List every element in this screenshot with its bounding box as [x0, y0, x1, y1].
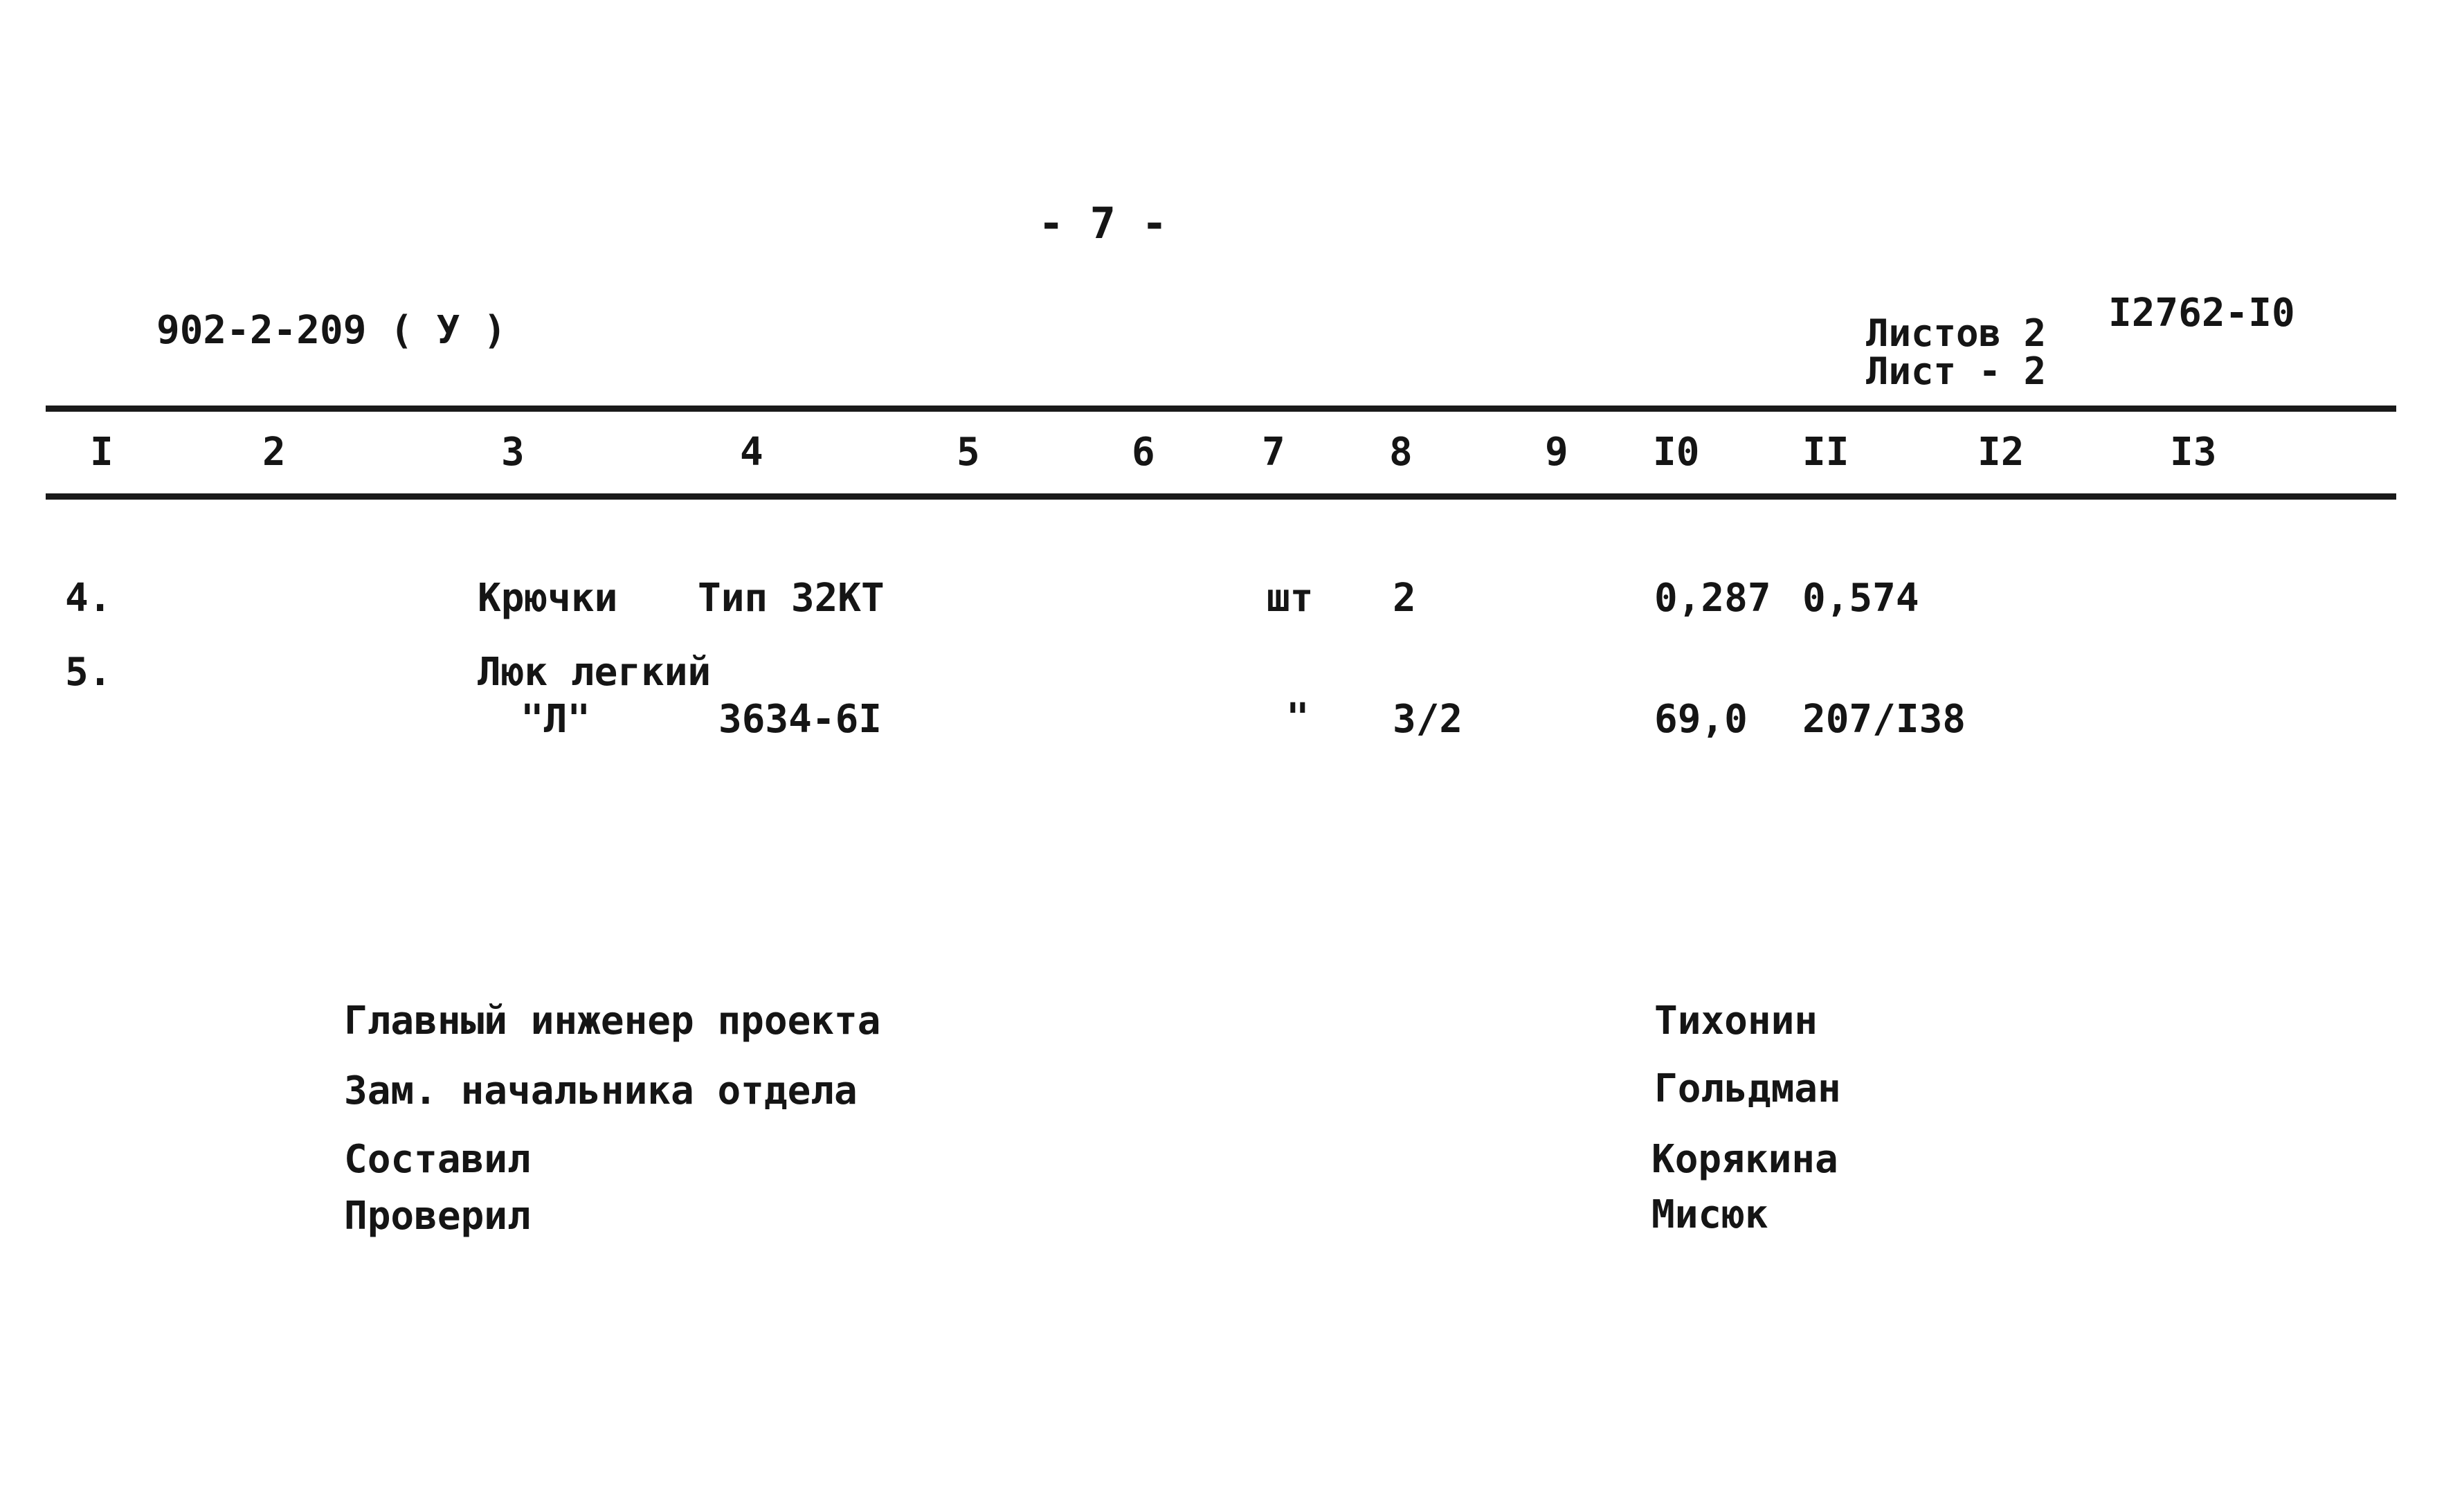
document-code: 902-2-209 ( У ): [156, 308, 507, 353]
item-name: Люк легкий: [478, 650, 712, 695]
item-total-mass: 0,574: [1802, 576, 1919, 621]
signature-role: Проверил: [344, 1194, 531, 1239]
column-header: 2: [262, 430, 286, 475]
column-header: 3: [501, 430, 525, 475]
item-type: Тип 32КТ: [698, 576, 885, 621]
document-reference: I2762-I0: [2108, 291, 2295, 336]
signature-name: Мисюк: [1651, 1192, 1768, 1237]
column-header: I: [90, 430, 114, 475]
item-name: Крючки: [478, 576, 618, 621]
column-header: I2: [1977, 430, 2025, 475]
column-header: II: [1802, 430, 1849, 475]
table-header-bottom-rule: [46, 493, 2396, 500]
signature-name: Корякина: [1651, 1137, 1838, 1182]
column-header: 5: [957, 430, 980, 475]
column-header: I3: [2170, 430, 2217, 475]
item-unit: ": [1286, 695, 1310, 740]
sheet-current: Лист - 2: [1866, 349, 2047, 393]
item-total-mass: 207/I38: [1802, 697, 1966, 742]
column-header: I0: [1653, 430, 1700, 475]
item-name-continued: "Л": [521, 697, 591, 742]
signature-name: Гольдман: [1654, 1066, 1841, 1111]
page-number: - 7 -: [1038, 198, 1168, 248]
item-type: 3634-6I: [718, 697, 882, 742]
item-unit: шт: [1267, 576, 1314, 621]
row-number: 5.: [65, 650, 112, 695]
signature-role: Зам. начальника отдела: [344, 1068, 858, 1113]
signature-role: Главный инженер проекта: [344, 999, 881, 1044]
item-quantity: 3/2: [1393, 697, 1463, 742]
signature-role: Составил: [344, 1137, 531, 1182]
column-header: 9: [1545, 430, 1568, 475]
item-unit-mass: 69,0: [1654, 697, 1748, 742]
column-header: 4: [740, 430, 763, 475]
column-header: 6: [1132, 430, 1155, 475]
signature-name: Тихонин: [1654, 999, 1818, 1044]
table-top-rule: [46, 406, 2396, 412]
column-header: 8: [1389, 430, 1413, 475]
item-quantity: 2: [1393, 576, 1416, 621]
item-unit-mass: 0,287: [1654, 576, 1771, 621]
column-header: 7: [1262, 430, 1285, 475]
sheets-total: Листов 2: [1866, 311, 2047, 355]
row-number: 4.: [65, 576, 112, 621]
